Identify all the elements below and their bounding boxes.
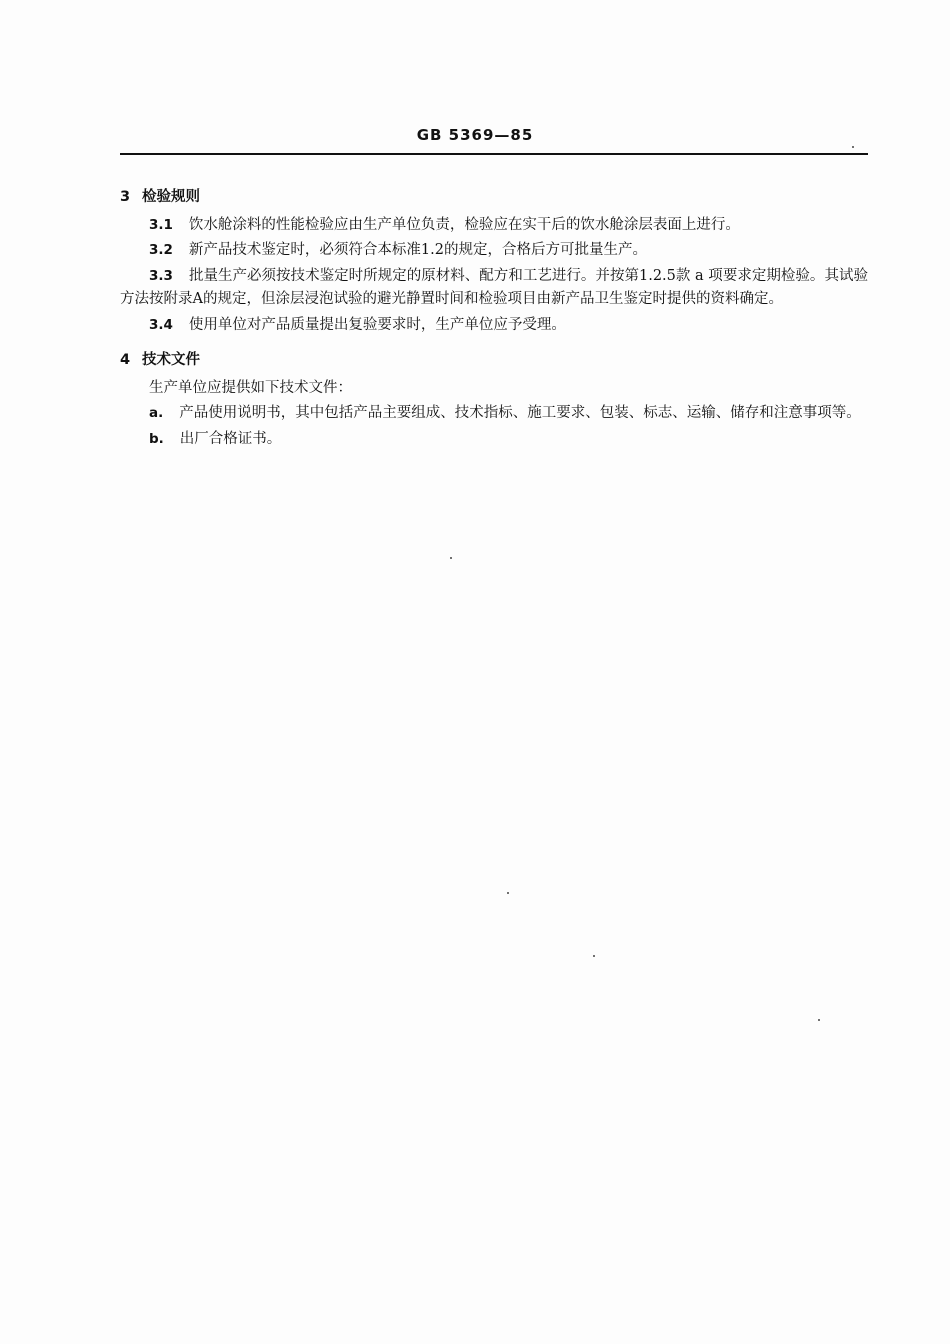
clause-text: 饮水舱涂料的性能检验应由生产单位负责，检验应在实干后的饮水舱涂层表面上进行。	[188, 216, 740, 233]
clause-3-4	[120, 314, 868, 338]
scan-speck	[852, 146, 854, 148]
header-rule	[120, 153, 868, 155]
clause-text: 批量生产必须按技术鉴定时所规定的原材料、配方和工艺进行。并按第1.2.5款 a 项要求定期检验。其试验方法按附录A的规定，但涂层浸泡试验的避光静置时间和检验项目由新产品卫生鉴定时提供的资料确定。	[120, 267, 868, 307]
clause-number: 3.4	[149, 316, 173, 333]
scan-speck	[507, 892, 509, 894]
clause-text: 新产品技术鉴定时，必须符合本标准1.2的规定，合格后方可批量生产。	[188, 242, 647, 258]
clause-number: 3.3	[149, 267, 173, 284]
clause-number: 3.1	[149, 216, 173, 233]
section-title-3	[120, 186, 868, 210]
section-heading: 技术文件	[142, 352, 200, 368]
section-gap	[120, 339, 868, 349]
section-number: 3	[120, 189, 131, 205]
standard-code-header: GB 5369—85	[416, 126, 534, 144]
clause-3-2	[120, 239, 868, 263]
clause-3-3	[120, 265, 868, 312]
section-4-intro: 生产单位应提供如下技术文件：	[149, 379, 352, 396]
clause-text: 使用单位对产品质量提出复验要求时，生产单位应予受理。	[188, 316, 566, 333]
section-heading: 检验规则	[142, 189, 200, 205]
item-a	[120, 402, 868, 426]
clause-number: 3.2	[149, 242, 173, 258]
scan-speck	[818, 1019, 820, 1021]
section-title-4	[120, 349, 868, 373]
item-b	[120, 428, 868, 452]
item-text: 出厂合格证书。	[179, 430, 282, 447]
item-text: 产品使用说明书，其中包括产品主要组成、技术指标、施工要求、包装、标志、运输、储存和注意事项等。	[179, 405, 861, 421]
item-number: b.	[149, 430, 164, 447]
document-body	[120, 186, 868, 453]
clause-3-1	[120, 214, 868, 238]
item-number: a.	[149, 405, 164, 421]
scan-speck	[450, 557, 452, 559]
section-number: 4	[120, 352, 131, 368]
scan-speck	[593, 955, 595, 957]
